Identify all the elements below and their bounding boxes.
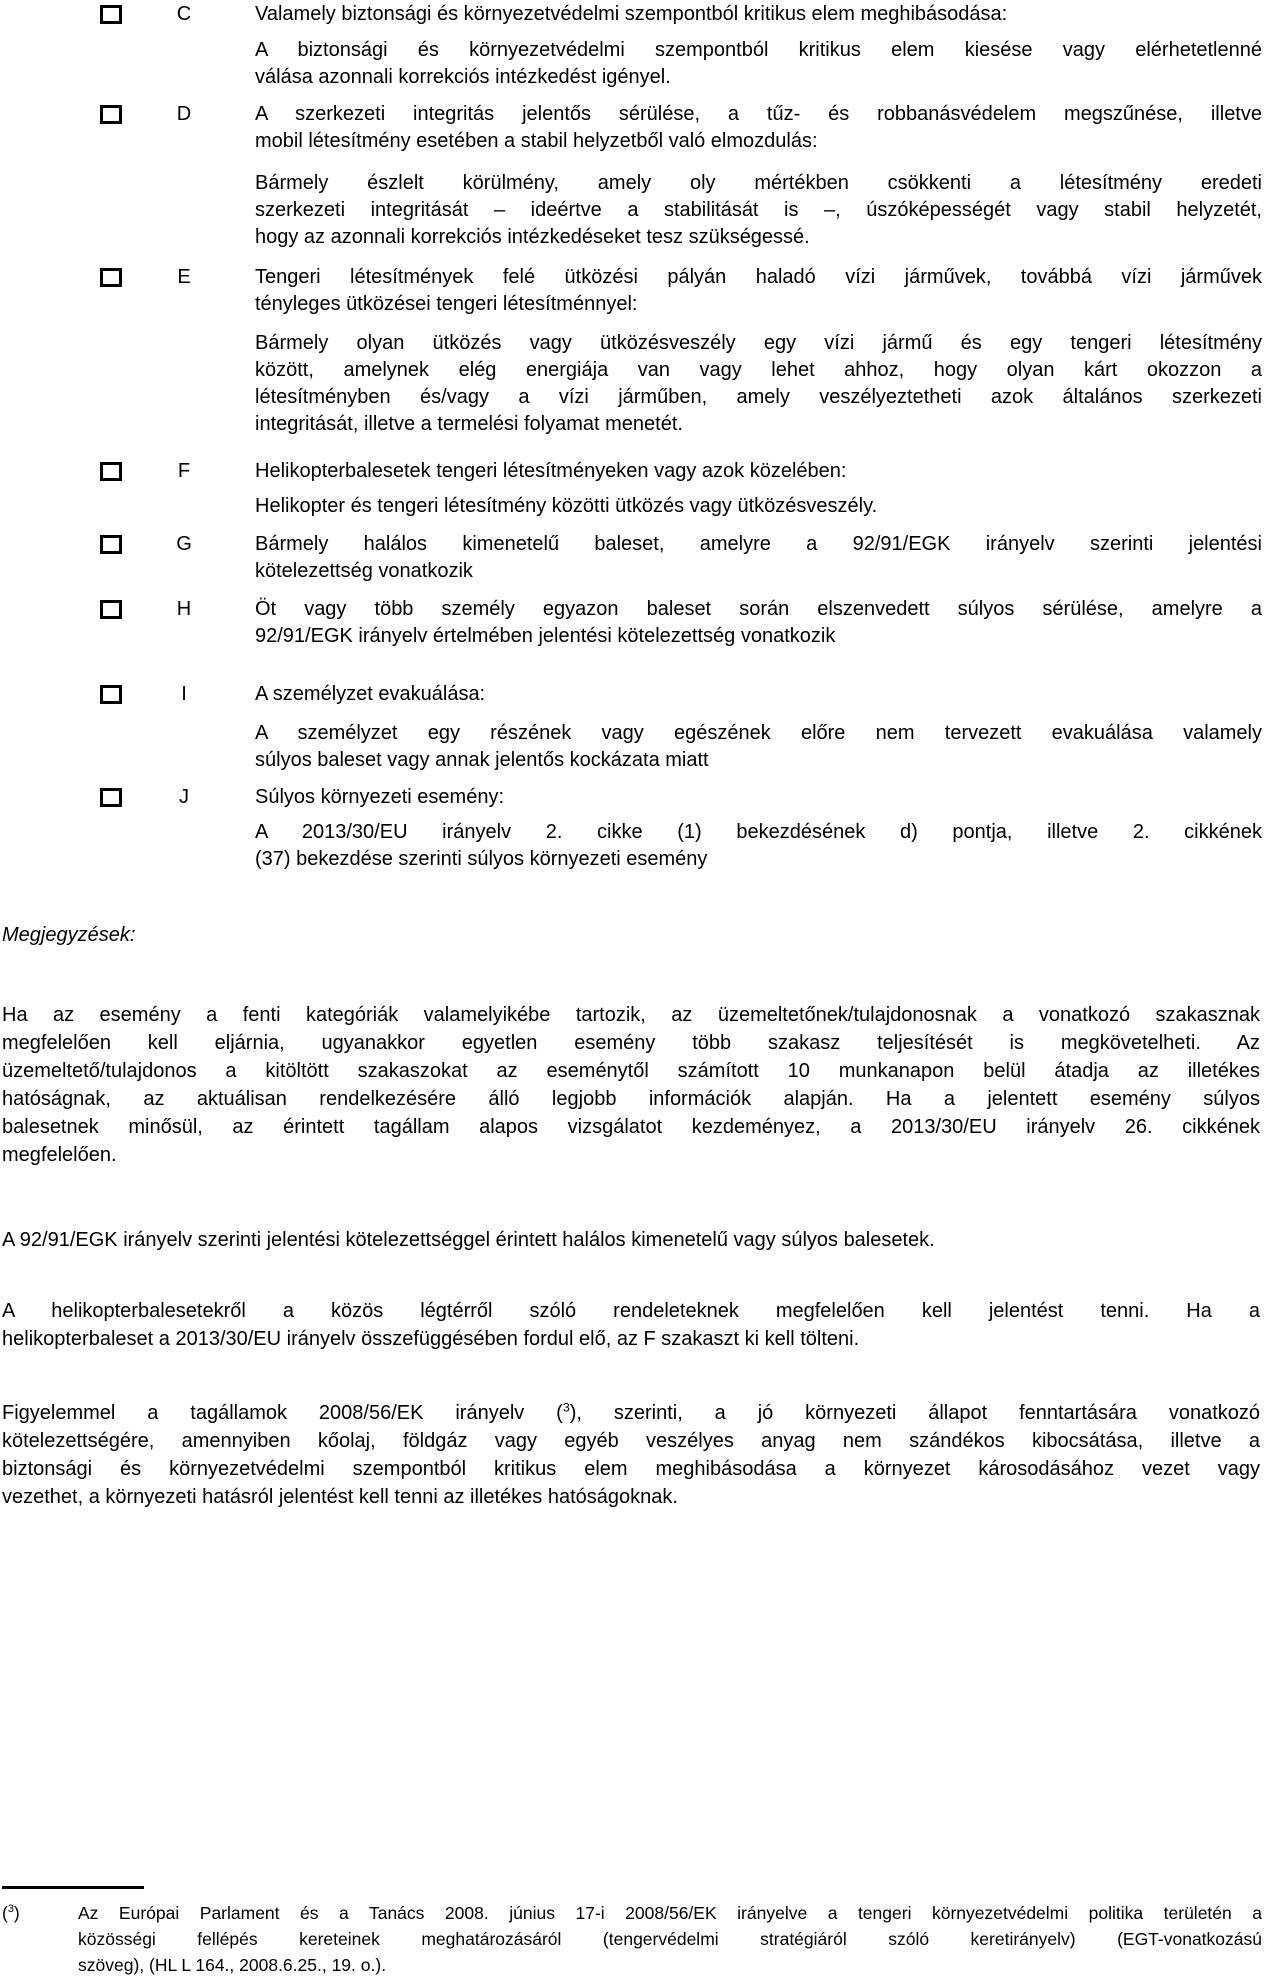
checkbox-g[interactable]	[100, 535, 122, 554]
footnote-separator	[2, 1886, 144, 1889]
item-title-j: Súlyos környezeti esemény:	[255, 786, 505, 808]
checkbox-h[interactable]	[100, 600, 122, 619]
item-letter-h: H	[176, 598, 192, 620]
note4-line1: Figyelemmel a tagállamok 2008/56/EK irányelv ($^3$), szerinti, a jó környezeti állapot fenntartására vonatkozó	[2, 1400, 1261, 1424]
checkbox-c[interactable]	[100, 5, 122, 24]
footnote-reference-superscript: 3	[562, 1400, 570, 1415]
note-paragraph-1: Ha az esemény a fenti kategóriák valamelyikébe tartozik, az üzemeltetőnek/tulajdonosnak a vonatkozó szakasznak megfelelően kell eljárnia, ugyanakkor egyetlen esemény több szakasz teljesítését is megkövetelheti. Az üzemeltető/tulajdonos a kitöltött szakaszokat az eseménytől számított 10 munkanapon belül átadja az illetékes hatóságnak, az aktuálisan rendelkezésére álló legjobb információk alapján. Ha a jelentett esemény súlyos balesetnek minősül, az érintett tagállam alapos vizsgálatot kezdeményez, a 2013/30/EU irányelv 26. cikkének megfelelően.	[2, 1004, 1260, 1166]
item-title-h: Öt vagy több személy egyazon baleset során elszenvedett súlyos sérülése, amelyre a 92/91/EGK irányelv értelmében jelentési kötelezettség vonatkozik	[255, 598, 1262, 647]
item-letter-g: G	[176, 533, 192, 555]
note-paragraph-3: A helikopterbalesetekről a közös légtérről szóló rendeleteknek megfelelően kell jelentést tenni. Ha a helikopterbaleset a 2013/30/EU irányelv összefüggésében fordul elő, az F szakaszt ki kell tölteni.	[2, 1300, 1260, 1350]
item-body-e: Bármely olyan ütközés vagy ütközésveszély egy vízi jármű és egy tengeri létesítmény között, amelynek elég energiája van vagy lehet ahhoz, hogy olyan kárt okozzon a létesítményben és/vagy a vízi járműben, amely veszélyeztetheti azok általános szerkezeti integritását, illetve a termelési folyamat menetét.	[255, 332, 1262, 435]
item-letter-i: I	[181, 683, 187, 705]
item-body-j: A 2013/30/EU irányelv 2. cikke (1) bekezdésének d) pontja, illetve 2. cikkének (37) bekezdése szerinti súlyos környezeti esemény	[255, 821, 1262, 870]
footnote	[2, 1900, 1262, 1977]
item-letter-f: F	[177, 460, 191, 482]
item-letter-e: E	[177, 266, 191, 288]
notes-heading: Megjegyzések:	[2, 924, 136, 946]
footnote-text: Az Európai Parlament és a Tanács 2008. június 17-i 2008/56/EK irányelve a tengeri környezetvédelmi politika területén a közösségi fellépés kereteinek meghatározásáról (tengervédelmi stratégiáról szóló keretirányelv) (EGT-vonatkozású szöveg), (HL L 164., 2008.6.25., 19. o.).	[78, 1903, 1262, 1975]
item-body-f: Helikopter és tengeri létesítmény közötti ütközés vagy ütközésveszély.	[255, 495, 878, 517]
item-body-d: Bármely észlelt körülmény, amely oly mértékben csökkenti a létesítmény eredeti szerkezeti integritását – ideértve a stabilitását is –, úszóképességét vagy stabil helyzetét, hogy az azonnali korrekciós intézkedéseket tesz szükségessé.	[255, 172, 1262, 248]
checkbox-f[interactable]	[100, 462, 122, 481]
item-letter-c: C	[176, 3, 192, 25]
checkbox-i[interactable]	[100, 685, 122, 704]
item-title-f: Helikopterbalesetek tengeri létesítményeken vagy azok közelében:	[255, 460, 847, 482]
item-letter-d: D	[176, 103, 192, 125]
note-paragraph-4: Figyelemmel a tagállamok 2008/56/EK irányelv ($^3$), szerinti, a jó környezeti állapot fenntartására vonatkozó kötelezettségére, amennyiben kőolaj, földgáz vagy egyéb veszélyes anyag nem szándékos kibocsátása, illetve a biztonsági és környezetvédelmi szempontból kritikus elem meghibásodása a környezet károsodásához vezet vagy vezethet, a környezeti hatásról jelentést kell tenni az illetékes hatóságoknak.	[2, 1400, 1261, 1508]
item-letter-j: J	[179, 786, 189, 808]
item-title-d: A szerkezeti integritás jelentős sérülése, a tűz- és robbanásvédelem megszűnése, illetve mobil létesítmény esetében a stabil helyzetből való elmozdulás:	[255, 103, 1262, 152]
item-title-g: Bármely halálos kimenetelű baleset, amelyre a 92/91/EGK irányelv szerinti jelentési kötelezettség vonatkozik	[255, 533, 1262, 582]
item-title-e: Tengeri létesítmények felé ütközési pályán haladó vízi járművek, továbbá vízi járművek tényleges ütközései tengeri létesítménnyel:	[255, 266, 1262, 315]
checkbox-d[interactable]	[100, 105, 122, 124]
item-body-c: A biztonsági és környezetvédelmi szempontból kritikus elem kiesése vagy elérhetetlenné válása azonnali korrekciós intézkedést igényel.	[255, 39, 1262, 88]
checkbox-j[interactable]	[100, 788, 122, 807]
note-paragraph-2: A 92/91/EGK irányelv szerinti jelentési kötelezettséggel érintett halálos kimenetelű vagy súlyos balesetek.	[2, 1229, 935, 1251]
item-title-c: Valamely biztonsági és környezetvédelmi szempontból kritikus elem meghibásodása:	[255, 3, 1008, 25]
checkbox-e[interactable]	[100, 268, 122, 287]
footnote-marker: ($^3$)	[2, 1903, 20, 1923]
item-title-i: A személyzet evakuálása:	[255, 683, 486, 705]
item-body-i: A személyzet egy részének vagy egészének előre nem tervezett evakuálása valamely súlyos baleset vagy annak jelentős kockázata miatt	[255, 722, 1262, 771]
